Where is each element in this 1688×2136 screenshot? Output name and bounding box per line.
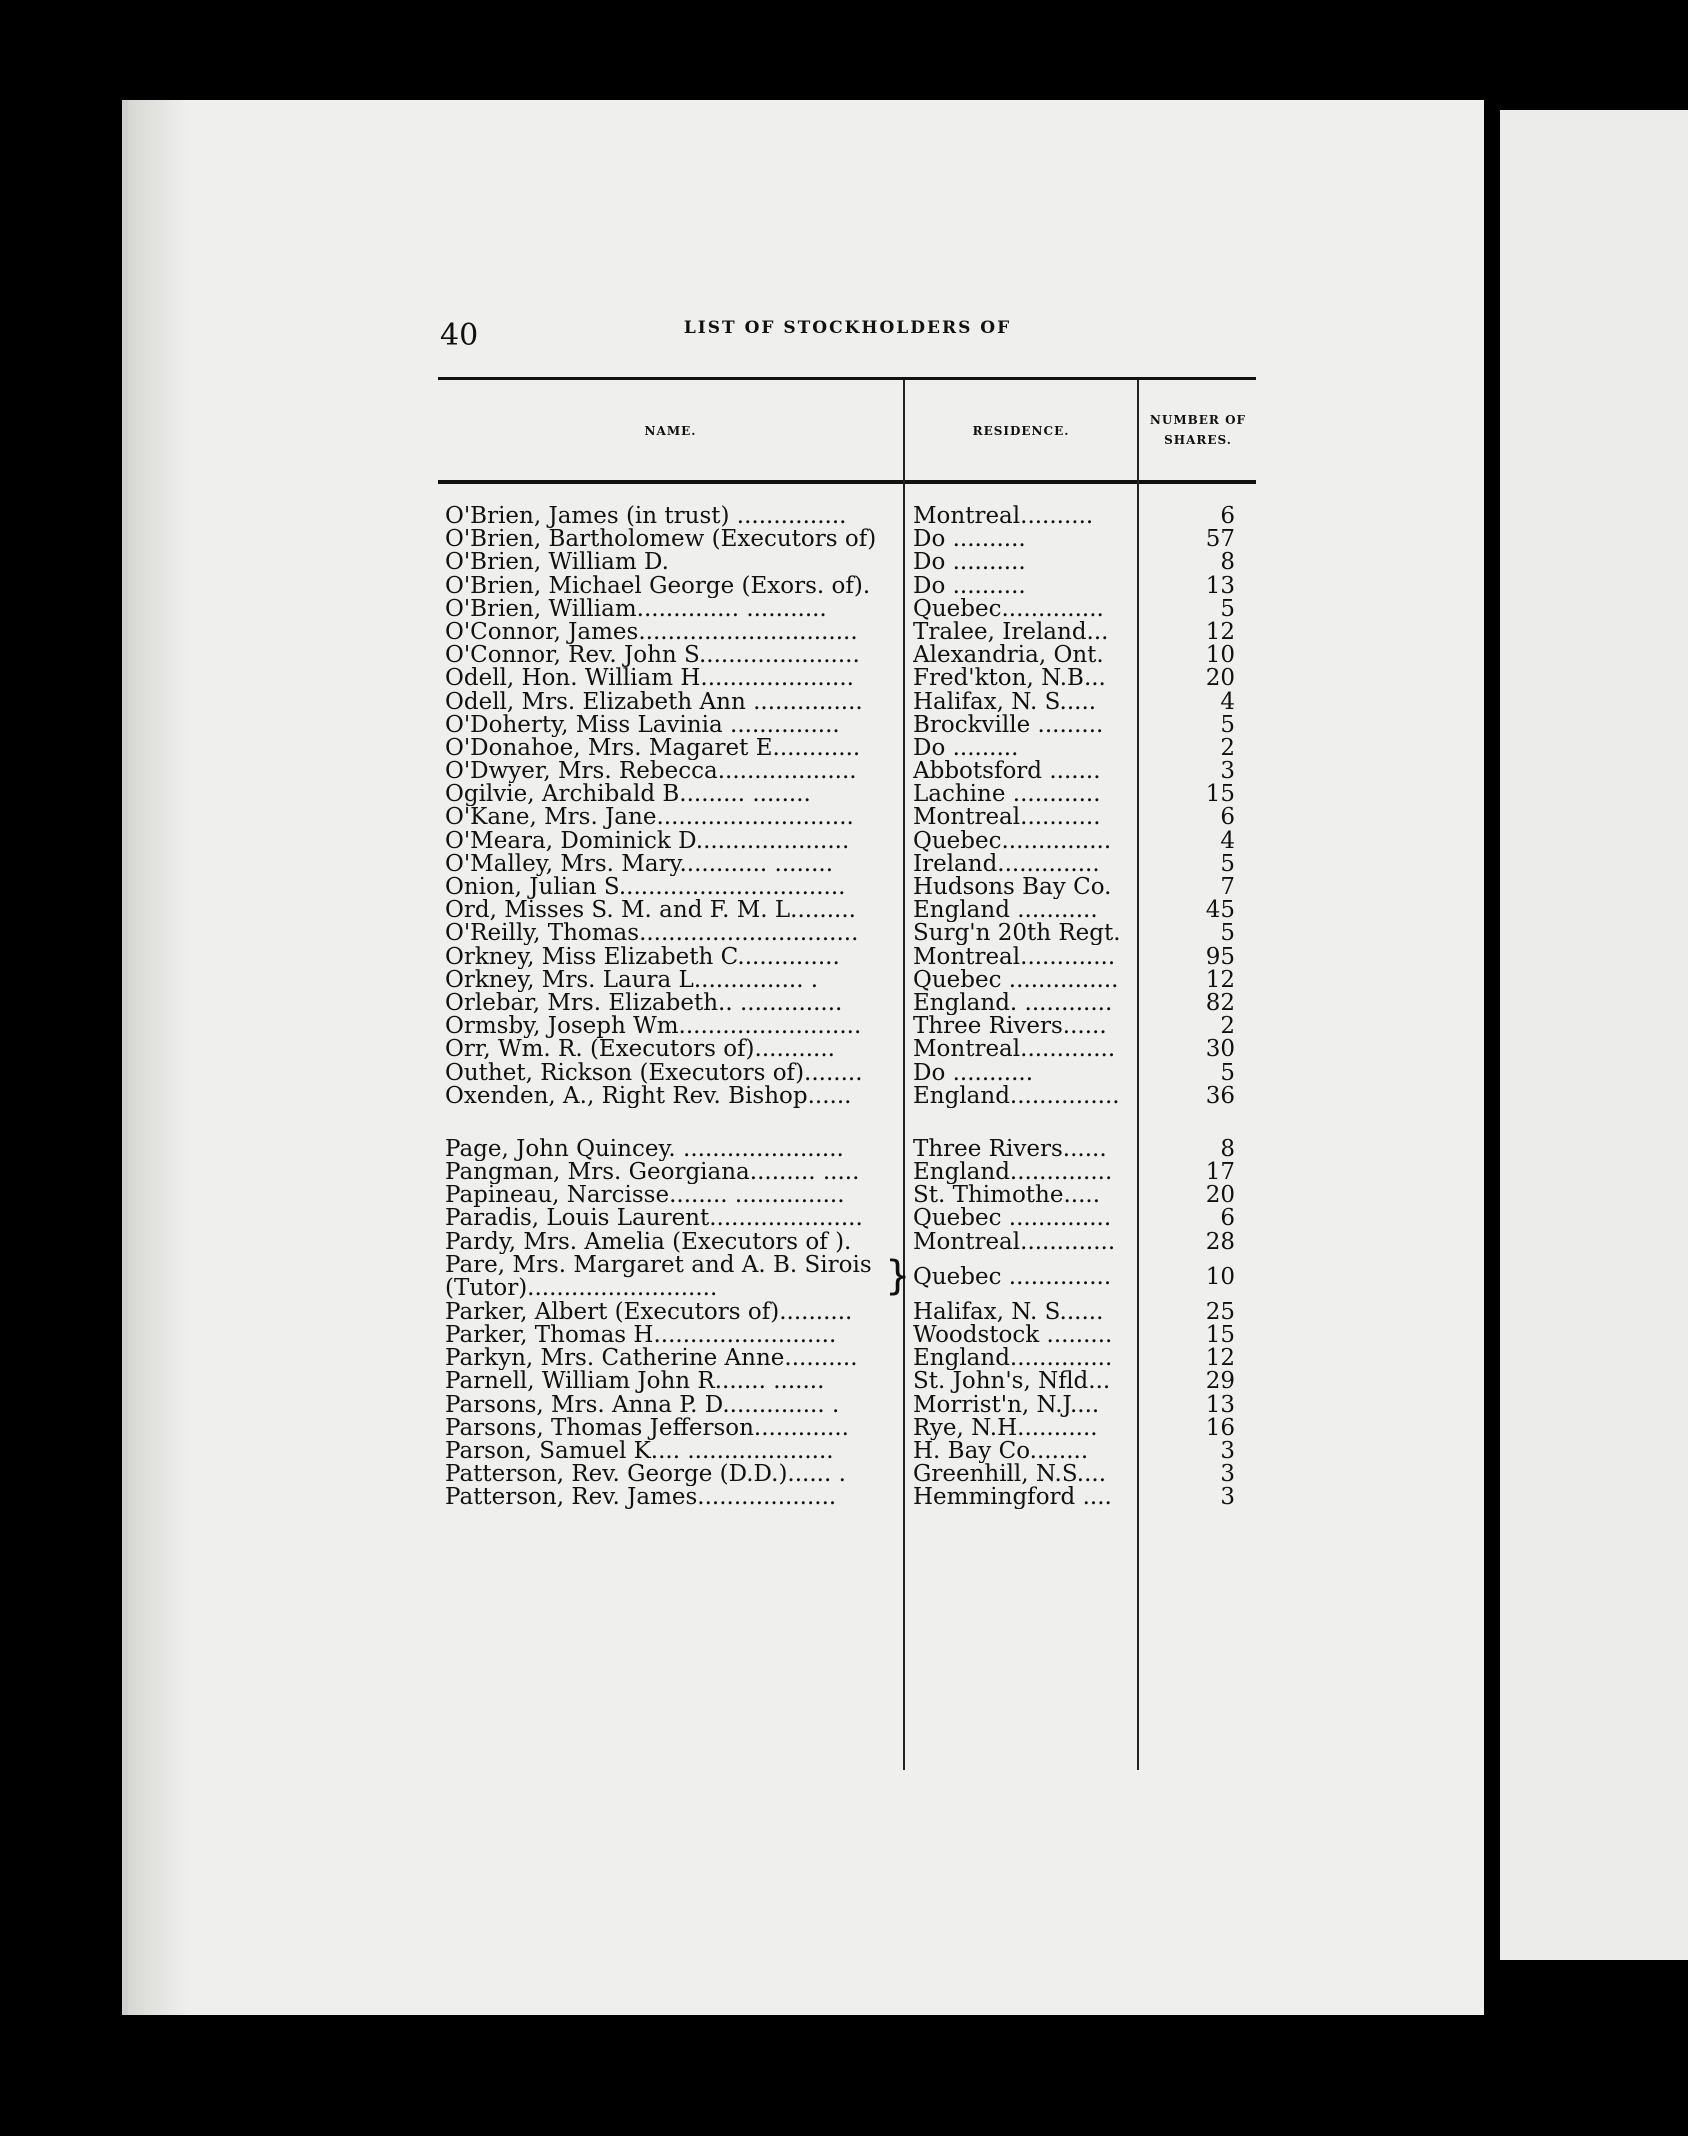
stockholder-shares: 95 <box>1205 943 1235 970</box>
stockholder-shares: 3 <box>1220 1461 1235 1488</box>
table-row <box>445 943 1235 970</box>
table-row <box>445 1298 1235 1325</box>
facing-page <box>1500 110 1688 1960</box>
stockholder-residence: Montreal............. <box>913 945 1116 969</box>
table-row <box>445 1082 1235 1109</box>
table-header-rule <box>438 480 1256 484</box>
table-row <box>445 618 1235 645</box>
stockholder-shares: 8 <box>1220 1135 1235 1162</box>
stockholder-shares: 2 <box>1220 734 1235 761</box>
stockholder-residence: Montreal........... <box>913 806 1101 830</box>
stockholder-name: Odell, Mrs. Elizabeth Ann ............... <box>445 690 863 714</box>
stockholder-name: Ormsby, Joseph Wm......................... <box>445 1015 862 1039</box>
stockholder-name: Parker, Thomas H......................... <box>445 1324 837 1347</box>
stockholder-residence: Do .......... <box>913 574 1026 598</box>
stockholder-name: Onion, Julian S............................... <box>445 876 846 899</box>
stockholder-shares: 20 <box>1205 665 1235 692</box>
stockholder-shares: 28 <box>1205 1228 1235 1255</box>
stockholder-residence: Halifax, N. S...... <box>913 1300 1104 1324</box>
stockholder-residence: Quebec.............. <box>913 597 1104 621</box>
stockholder-shares: 12 <box>1205 1345 1235 1372</box>
stockholder-name: O'Meara, Dominick D..................... <box>445 829 850 853</box>
stockholder-shares: 3 <box>1220 1437 1235 1464</box>
table-row <box>445 528 1235 551</box>
stockholder-name: Page, John Quincey. ...................... <box>445 1137 844 1161</box>
stockholder-residence: Do .......... <box>913 551 1026 575</box>
stockholder-shares: 30 <box>1205 1036 1235 1063</box>
stockholder-residence: Do ........... <box>913 1061 1034 1085</box>
stockholder-residence: Hemmingford .... <box>913 1486 1112 1510</box>
table-row <box>445 1161 1235 1184</box>
stockholder-residence: Halifax, N. S..... <box>913 690 1097 714</box>
stockholder-residence: Alexandria, Ont. <box>913 644 1104 668</box>
stockholder-residence: England............... <box>913 1084 1120 1108</box>
stockholder-shares: 6 <box>1220 503 1235 529</box>
stockholder-name: O'Brien, James (in trust) ............... <box>445 505 847 528</box>
stockholder-name: O'Brien, Bartholomew (Executors of) <box>445 528 877 552</box>
stockholder-table <box>445 505 1235 1510</box>
table-row <box>445 572 1235 599</box>
table-row <box>445 595 1235 622</box>
table-row <box>445 1184 1235 1207</box>
stockholder-name: Orlebar, Mrs. Elizabeth.. .............. <box>445 991 843 1015</box>
stockholder-shares: 5 <box>1220 1059 1235 1086</box>
table-row <box>445 922 1235 945</box>
stockholder-shares: 4 <box>1220 827 1235 854</box>
table-row <box>445 667 1235 690</box>
stockholder-residence: Abbotsford ....... <box>913 760 1101 784</box>
table-row <box>445 899 1235 922</box>
stockholder-name: O'Malley, Mrs. Mary............ ........ <box>445 852 834 876</box>
stockholder-name: Ord, Misses S. M. and F. M. L......... <box>445 899 856 923</box>
stockholder-residence: Hudsons Bay Co. <box>913 876 1112 899</box>
column-header-shares: NUMBER OF SHARES. <box>1149 413 1247 447</box>
stockholder-residence: Montreal............. <box>913 1230 1116 1254</box>
stockholder-shares: 20 <box>1205 1182 1235 1209</box>
stockholder-residence: Woodstock ......... <box>913 1324 1113 1347</box>
table-row <box>445 734 1235 761</box>
table-row <box>445 783 1235 806</box>
stockholder-shares: 36 <box>1205 1082 1235 1109</box>
table-row <box>445 1437 1235 1464</box>
stockholder-residence: Quebec............... <box>913 829 1112 853</box>
stockholder-residence: Fred'kton, N.B... <box>913 667 1106 691</box>
stockholder-residence: Three Rivers...... <box>913 1137 1107 1161</box>
table-row <box>445 711 1235 738</box>
stockholder-name: O'Doherty, Miss Lavinia ............... <box>445 713 840 737</box>
stockholder-residence: England.............. <box>913 1161 1113 1185</box>
table-row <box>445 1228 1235 1255</box>
stockholder-shares: 45 <box>1205 897 1235 924</box>
stockholder-name: O'Reilly, Thomas.............................. <box>445 922 859 946</box>
stockholder-shares: 5 <box>1220 711 1235 738</box>
stockholder-shares: 16 <box>1205 1414 1235 1441</box>
stockholder-name: Orkney, Mrs. Laura L............... . <box>445 968 819 992</box>
table-row <box>445 1347 1235 1370</box>
stockholder-shares: 10 <box>1205 1263 1235 1290</box>
table-row <box>445 551 1235 574</box>
stockholder-residence: Do .......... <box>913 528 1026 552</box>
stockholder-residence: Tralee, Ireland... <box>913 620 1109 644</box>
table-top-rule <box>438 377 1256 380</box>
stockholder-shares: 5 <box>1220 920 1235 947</box>
table-row <box>445 1135 1235 1162</box>
stockholder-residence: England.............. <box>913 1347 1113 1371</box>
stockholder-shares: 15 <box>1205 781 1235 808</box>
table-row <box>445 1254 1235 1301</box>
stockholder-residence: Rye, N.H........... <box>913 1416 1098 1440</box>
stockholder-residence: Three Rivers...... <box>913 1015 1107 1039</box>
stockholder-name: Orr, Wm. R. (Executors of)........... <box>445 1038 835 1062</box>
stockholder-shares: 15 <box>1205 1322 1235 1348</box>
table-row <box>445 644 1235 667</box>
table-row <box>445 1059 1235 1086</box>
table-row <box>445 1486 1235 1509</box>
stockholder-name: Orkney, Miss Elizabeth C.............. <box>445 945 840 969</box>
table-row <box>445 1324 1235 1347</box>
stockholder-residence: St. Thimothe..... <box>913 1184 1101 1208</box>
stockholder-shares: 6 <box>1220 804 1235 831</box>
stockholder-name: Parnell, William John R....... ....... <box>445 1370 825 1394</box>
stockholder-shares: 12 <box>1205 966 1235 993</box>
stockholder-shares: 4 <box>1220 688 1235 715</box>
column-header-name: NAME. <box>644 424 697 438</box>
stockholder-name: Oxenden, A., Right Rev. Bishop...... <box>445 1084 852 1108</box>
stockholder-shares: 13 <box>1205 1391 1235 1418</box>
stockholder-shares: 82 <box>1205 989 1235 1016</box>
table-row <box>445 1038 1235 1061</box>
table-row <box>445 505 1235 528</box>
page-edge-shadow <box>128 100 188 2015</box>
stockholder-name: Odell, Hon. William H..................... <box>445 667 854 691</box>
stockholder-shares: 29 <box>1205 1368 1235 1395</box>
stockholder-name: O'Brien, William.............. ........... <box>445 597 827 621</box>
table-row <box>445 688 1235 715</box>
stockholder-name: Paradis, Louis Laurent..................... <box>445 1207 863 1231</box>
stockholder-residence: H. Bay Co........ <box>913 1439 1089 1463</box>
stockholder-name: O'Donahoe, Mrs. Magaret E............ <box>445 736 861 760</box>
stockholder-name: O'Dwyer, Mrs. Rebecca................... <box>445 760 857 784</box>
table-row <box>445 827 1235 854</box>
stockholder-shares: 10 <box>1205 642 1235 669</box>
stockholder-shares: 8 <box>1220 549 1235 576</box>
stockholder-residence: Quebec .............. <box>913 1207 1112 1231</box>
stockholder-name: O'Brien, Michael George (Exors. of). <box>445 574 871 598</box>
stockholder-shares: 2 <box>1220 1013 1235 1040</box>
stockholder-residence: Morrist'n, N.J.... <box>913 1393 1100 1417</box>
stockholder-name: Parsons, Thomas Jefferson............. <box>445 1416 849 1440</box>
brace-glyph: } <box>885 1252 911 1299</box>
stockholder-name: Parsons, Mrs. Anna P. D.............. . <box>445 1393 840 1417</box>
table-row <box>445 1463 1235 1486</box>
stockholder-name: Parson, Samuel K.... .................... <box>445 1439 834 1463</box>
stockholder-name: Pare, Mrs. Margaret and A. B. Sirois (Tutor).......................... <box>445 1253 872 1300</box>
stockholder-residence: Quebec ............... <box>913 968 1119 992</box>
table-row <box>445 1207 1235 1230</box>
table-row <box>445 806 1235 829</box>
stockholder-name: Pardy, Mrs. Amelia (Executors of ). <box>445 1230 852 1254</box>
stockholder-shares: 12 <box>1205 618 1235 645</box>
stockholder-shares: 7 <box>1220 874 1235 900</box>
stockholder-name: Patterson, Rev. George (D.D.)...... . <box>445 1463 846 1487</box>
stockholder-residence: Ireland.............. <box>913 852 1100 876</box>
stockholder-name: O'Brien, William D. <box>445 551 669 575</box>
stockholder-residence: Lachine ............ <box>913 783 1101 807</box>
stockholder-name: Outhet, Rickson (Executors of)........ <box>445 1061 863 1085</box>
stockholder-name: O'Connor, Rev. John S...................... <box>445 644 860 668</box>
section-gap <box>445 1108 1235 1138</box>
stockholder-shares: 17 <box>1205 1159 1235 1186</box>
stockholder-residence: Montreal............. <box>913 1038 1116 1062</box>
table-row <box>445 876 1235 899</box>
stockholder-name: O'Connor, James.............................. <box>445 620 858 644</box>
stockholder-name: O'Kane, Mrs. Jane........................... <box>445 806 854 830</box>
stockholder-name: Pangman, Mrs. Georgiana......... ..... <box>445 1161 860 1185</box>
running-head: LIST OF STOCKHOLDERS OF <box>683 318 1012 338</box>
stockholder-shares: 25 <box>1205 1298 1235 1325</box>
table-row <box>445 966 1235 993</box>
stockholder-residence: Surg'n 20th Regt. <box>913 922 1121 946</box>
stockholder-name: Parker, Albert (Executors of).......... <box>445 1300 853 1324</box>
stockholder-residence: Montreal.......... <box>913 505 1094 528</box>
stockholder-shares: 5 <box>1220 850 1235 877</box>
stockholder-shares: 3 <box>1220 758 1235 785</box>
stockholder-name: Patterson, Rev. James................... <box>445 1486 837 1510</box>
stockholder-residence: Quebec .............. <box>913 1265 1112 1289</box>
stockholder-residence: Greenhill, N.S.... <box>913 1463 1107 1487</box>
stockholder-residence: St. John's, Nfld... <box>913 1370 1111 1394</box>
column-header-residence: RESIDENCE. <box>972 424 1070 438</box>
stockholder-shares: 6 <box>1220 1205 1235 1232</box>
stockholder-name: Papineau, Narcisse........ ............... <box>445 1184 845 1208</box>
stockholder-name: Parkyn, Mrs. Catherine Anne.......... <box>445 1347 858 1371</box>
stockholder-shares: 5 <box>1220 595 1235 622</box>
stockholder-shares: 57 <box>1205 526 1235 553</box>
stockholder-shares: 3 <box>1220 1484 1235 1511</box>
table-row <box>445 850 1235 877</box>
table-row <box>445 1015 1235 1038</box>
table-row <box>445 760 1235 783</box>
page-number: 40 <box>440 318 479 353</box>
stockholder-name: Ogilvie, Archibald B......... ........ <box>445 783 811 807</box>
table-row <box>445 1370 1235 1393</box>
stockholder-residence: Do ......... <box>913 736 1019 760</box>
table-row <box>445 1391 1235 1418</box>
table-row <box>445 989 1235 1016</box>
stockholder-residence: England ........... <box>913 899 1098 923</box>
table-row <box>445 1414 1235 1441</box>
stockholder-shares: 13 <box>1205 572 1235 599</box>
stockholder-residence: England. ............ <box>913 991 1113 1015</box>
stockholder-residence: Brockville ......... <box>913 713 1104 737</box>
